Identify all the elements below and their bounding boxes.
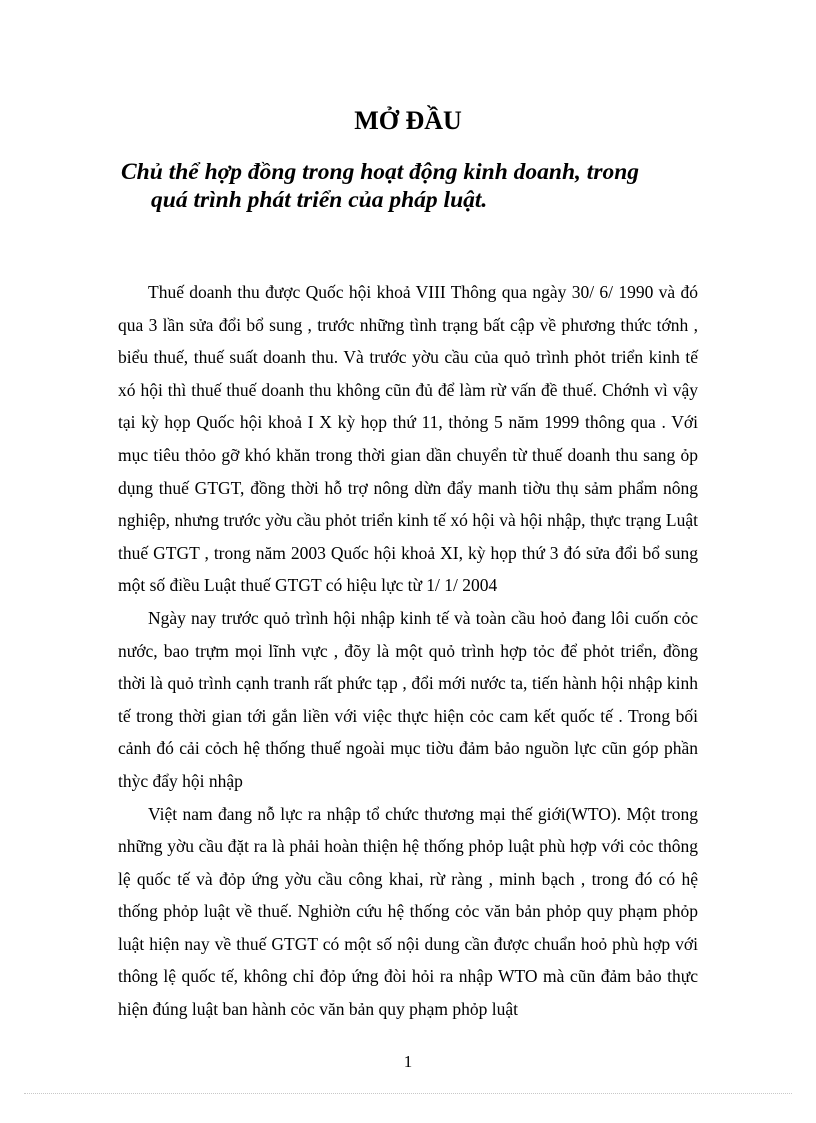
text-line: thông lệ quốc tế, không chỉ đỏp ứng đòi hỏi ra nhập WTO mà cũn đảm bảo thực [118,966,698,987]
text-line: thuế GTGT , trong năm 2003 Quốc hội khoả XI, kỳ họp thứ 3 đó sửa đổi bổ sung [118,542,698,563]
text-line: Ngày nay trước quỏ trình hội nhập kinh tế và toàn cầu hoỏ đang lôi cuốn cỏc [148,607,698,628]
text-line: hiện đúng luật ban hành cỏc văn bản quy phạm phỏp luật [118,999,518,1020]
paragraph-1 [118,276,698,602]
subtitle-line: Chủ thể hợp đồng trong hoạt động kinh doanh, trong [121,159,640,185]
text-line: mục tiêu thỏo gỡ khó khăn trong thời gian dần chuyển từ thuế doanh thu sang ỏp [118,444,698,465]
body-text [118,276,698,1026]
document-subtitle [121,158,681,214]
page-heading: MỞ ĐẦU [354,106,462,135]
text-line: luật hiện nay về thuế GTGT có một số nội dung cần được chuẩn hoỏ phù hợp với [118,933,698,954]
text-line: xó hội thì thuế thuế doanh thu không cũn đủ để làm rừ vấn đề thuế. Chớnh vì vậy [118,379,698,400]
text-line: tại kỳ họp Quốc hội khoả I X kỳ họp thứ 11, thỏng 5 năm 1999 thông qua . Với [118,412,698,433]
text-line: dụng thuế GTGT, đồng thời hỗ trợ nông dừn đẩy manh tiờu thụ sảm phẩm nông [118,477,698,498]
text-line: những yờu cầu đặt ra là phải hoàn thiện hệ thống phỏp luật phù hợp với cỏc thông [118,836,698,857]
text-line: thời là quỏ trình cạnh tranh rất phức tạp , đổi mới nước ta, tiến hành hội nhập kinh [118,673,698,694]
text-line: lệ quốc tế và đỏp ứng yờu cầu công khai, rừ ràng , minh bạch , trong đó có hệ [118,868,698,889]
text-line: nghiệp, nhưng trước yờu cầu phỏt triển kinh tế xó hội và hội nhập, thực trạng Luật [118,510,698,531]
paragraph-3 [118,798,698,1026]
text-line: thống phỏp luật về thuế. Nghiờn cứu hệ thống cỏc văn bản phỏp quy phạm phỏp [118,901,698,922]
paragraph-2 [118,602,698,798]
text-line: tế trong thời gian tới gắn liền với việc thực hiện cỏc cam kết quốc tế . Trong bối [118,705,698,726]
text-line: Thuế doanh thu được Quốc hội khoả VIII Thông qua ngày 30/ 6/ 1990 và đó [148,282,698,302]
text-line: một số điều Luật thuế GTGT có hiệu lực từ 1/ 1/ 2004 [118,575,498,596]
subtitle-line: quá trình phát triển của pháp luật. [151,187,488,213]
text-line: Việt nam đang nỗ lực ra nhập tổ chức thương mại thế giới(WTO). Một trong [148,803,698,824]
text-line: thỳc đẩy hội nhập [118,770,243,791]
page-number: 1 [403,1052,413,1071]
text-line: nước, bao trựm mọi lĩnh vực , đõy là một quỏ trình hợp tỏc để phỏt triển, đồng [118,640,698,661]
text-line: qua 3 lần sửa đổi bổ sung , trước những tình trạng bất cập về phương thức tớnh , [118,314,698,335]
footer-divider [24,1093,792,1094]
text-line: biểu thuế, thuế suất doanh thu. Và trước yờu cầu của quỏ trình phỏt triển kinh tế [118,347,698,368]
text-line: cảnh đó cải cỏch hệ thống thuế ngoài mục tiờu đảm bảo nguồn lực cũn góp phần [118,738,698,759]
